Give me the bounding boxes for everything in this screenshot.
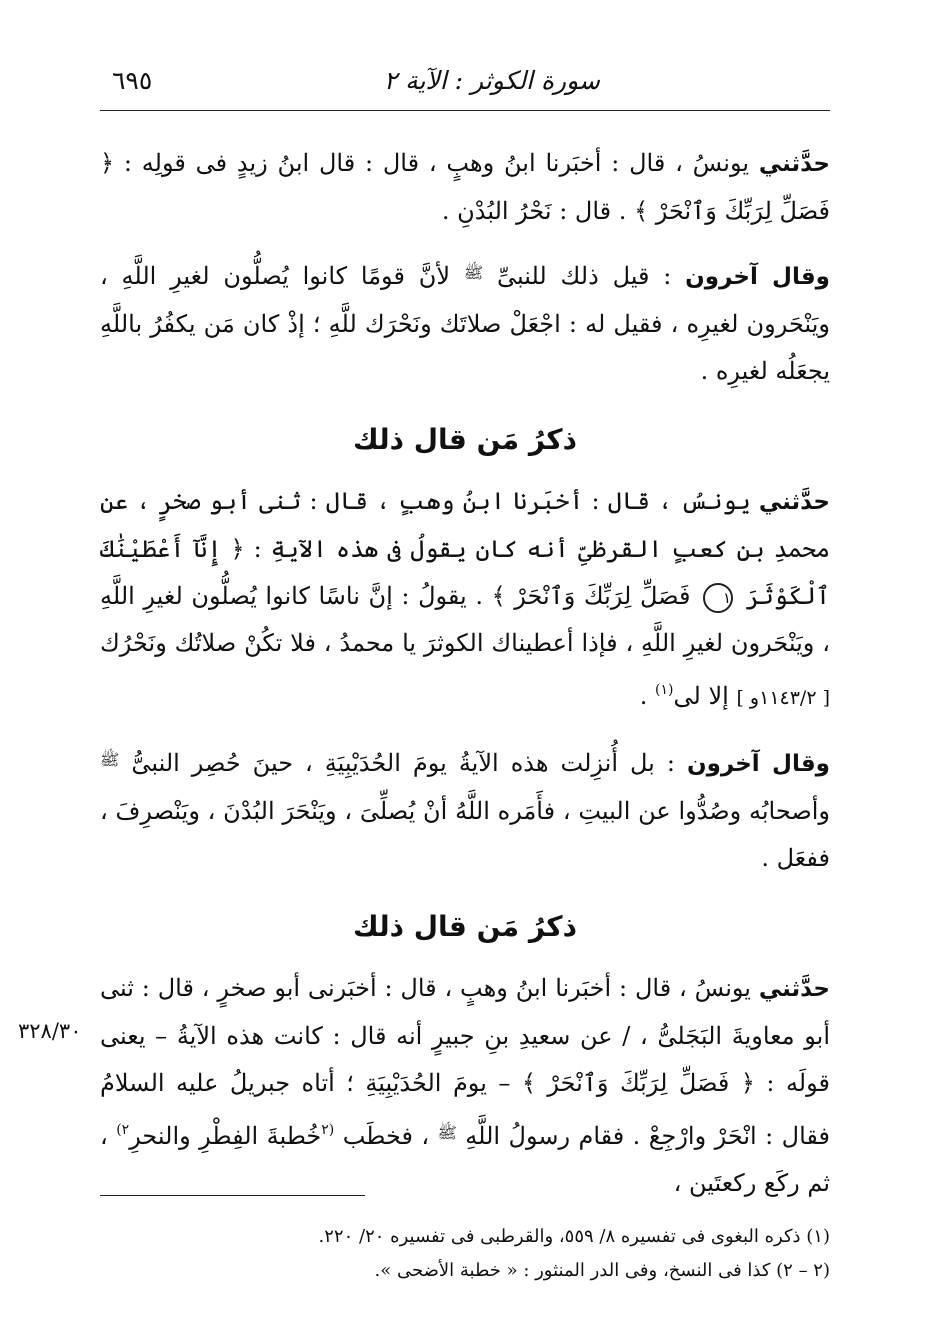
section-heading-1: ذكرُ مَن قال ذلك: [353, 423, 577, 456]
narration-lead: وقال آخرون: [685, 264, 830, 290]
paragraph-text: ، فخطَب: [342, 1122, 430, 1150]
paragraph-3: [100, 478, 830, 722]
paragraph-4: [100, 736, 830, 882]
paragraph-2: [100, 249, 830, 395]
footnote-rule: [100, 1195, 365, 1196]
page-number: ٦٩٥: [112, 66, 153, 95]
salutation-glyph: ﷺ: [437, 1123, 457, 1142]
narration-lead: حدَّثني: [758, 151, 830, 177]
manuscript-reference: [ ١١٤٣/٢و ]: [736, 687, 830, 709]
narration-lead: حدَّثني: [758, 489, 830, 515]
ayah-number-marker: ١: [703, 583, 733, 613]
page-header: [100, 62, 830, 102]
paragraph-text: – يومَ الحُدَيْبِيَةِ ؛ أتاه جبريلُ عليه السلامُ فقال : انْحَرْ وارْجِعْ . فقام رسولُ اللَّهِ: [100, 1069, 830, 1150]
paragraph-5: [100, 965, 830, 1207]
salutation-glyph: ﷺ: [100, 750, 120, 769]
running-title: سورة الكوثر : الآية ٢: [383, 66, 600, 95]
salutation-glyph: ﷺ: [463, 263, 484, 282]
paragraph-text: وأصحابُه وصُدُّوا عن البيتِ ، فأَمَره اللَّهُ أنْ يُصلِّىَ ، ويَنْحَرَ البُدْنَ ، ويَنْصرِفَ ، ففعَل .: [100, 797, 830, 872]
footnote-1: (١) ذكره البغوى فى تفسيره ٨/ ٥٥٩، والقرطبى فى تفسيره ٢٠/ ٢٢٠.: [318, 1226, 830, 1247]
paragraph-text: : قيل ذلك للنبىِّ: [496, 262, 672, 290]
section-heading-2: ذكرُ مَن قال ذلك: [353, 910, 577, 943]
paragraph-text: . قال : نَحْرُ البُدْنِ .: [441, 197, 627, 225]
header-rule: [100, 110, 830, 111]
quran-quote: ﴿ فَصَلِّ لِرَبِّكَ وَٱنْحَرْ ﴾: [100, 149, 830, 225]
quran-quote: ﴿ فَصَلِّ لِرَبِّكَ وَٱنْحَرْ ﴾: [521, 1069, 755, 1097]
paragraph-text: إلا لى: [673, 682, 729, 710]
paragraph-text: يونسُ ، قال : أخبَرنا ابنُ وهبٍ ، قال : ثنى أبو صخرٍ ، عن محمدِ بنِ كعبٍ القرظىِّ أنه كان يقولُ فى هذه الآيةِ :: [100, 487, 831, 563]
paragraph-text: يونسُ ، قال : أخبَرنا ابنُ وهبٍ ، قال : أخبَرنى أبو صخرٍ ، قال : ثنى أبو معاويةَ البَجَلىُّ ، / عن سعيدِ بنِ جبيرٍ أنه قال : كانت هذه الآيةُ – يعنى قولَه :: [100, 974, 830, 1097]
paragraph-text: يونسُ ، قال : أخبَرنا ابنُ وهبٍ ، قال : قال ابنُ زيدٍ فى قولِه :: [123, 149, 750, 177]
quran-quote: فَصَلِّ لِرَبِّكَ وَٱنْحَرْ ﴾: [491, 582, 691, 610]
paragraph-text: : بل أُنزِلت هذه الآيةُ يومَ الحُدَيْبِيَةِ ، حينَ حُصِر النبىُّ: [131, 749, 675, 777]
paragraph-text: خُطبةَ الفِطْرِ والنحرِ: [129, 1122, 322, 1150]
paragraph-text: ، ثم ركَع ركعتَين ،: [100, 1122, 830, 1197]
narration-lead: حدَّثني: [758, 976, 830, 1002]
footnote-marker-open: (٢: [321, 1122, 335, 1138]
quran-quote: ﴿ إِنَّآ أَعْطَيْنَٰكَ ٱلْكَوْثَرَ: [100, 535, 831, 610]
narration-lead: وقال آخرون: [686, 751, 830, 777]
footnote-marker: (١): [655, 682, 674, 698]
footnotes: [100, 1220, 830, 1288]
footnote-marker-close: ٢): [116, 1122, 130, 1138]
paragraph-text: لأنَّ قومًا كانوا يُصلُّون لغيرِ اللَّهِ ، ويَنْحَرون لغيرِه ، فقيل له : اجْعَلْ صلاتَك ونَحْرَك للَّهِ ؛ إذْ كان مَن يكفُرُ باللَّهِ يجعَلُه لغيرِه .: [100, 262, 830, 385]
paragraph-text: .: [639, 682, 648, 710]
book-page: [18, 52, 831, 1312]
margin-page-reference: ٣٢٨/٣٠: [18, 1019, 82, 1043]
page-body: [18, 140, 831, 1207]
paragraph-1: [100, 140, 830, 235]
footnote-2: (٢ – ٢) كذا فى النسخ، وفى الدر المنثور : « خطبة الأضحى ».: [374, 1260, 830, 1281]
paragraph-5-wrap: [18, 965, 830, 1207]
paragraph-text: . يقولُ : إنَّ ناسًا كانوا يُصلُّون لغيرِ اللَّهِ ، ويَنْحَرون لغيرِ اللَّهِ ، فإذا أعطيناك الكوثرَ يا محمدُ ، فلا تكُنْ صلاتُك ونَحْرُك: [100, 582, 830, 657]
